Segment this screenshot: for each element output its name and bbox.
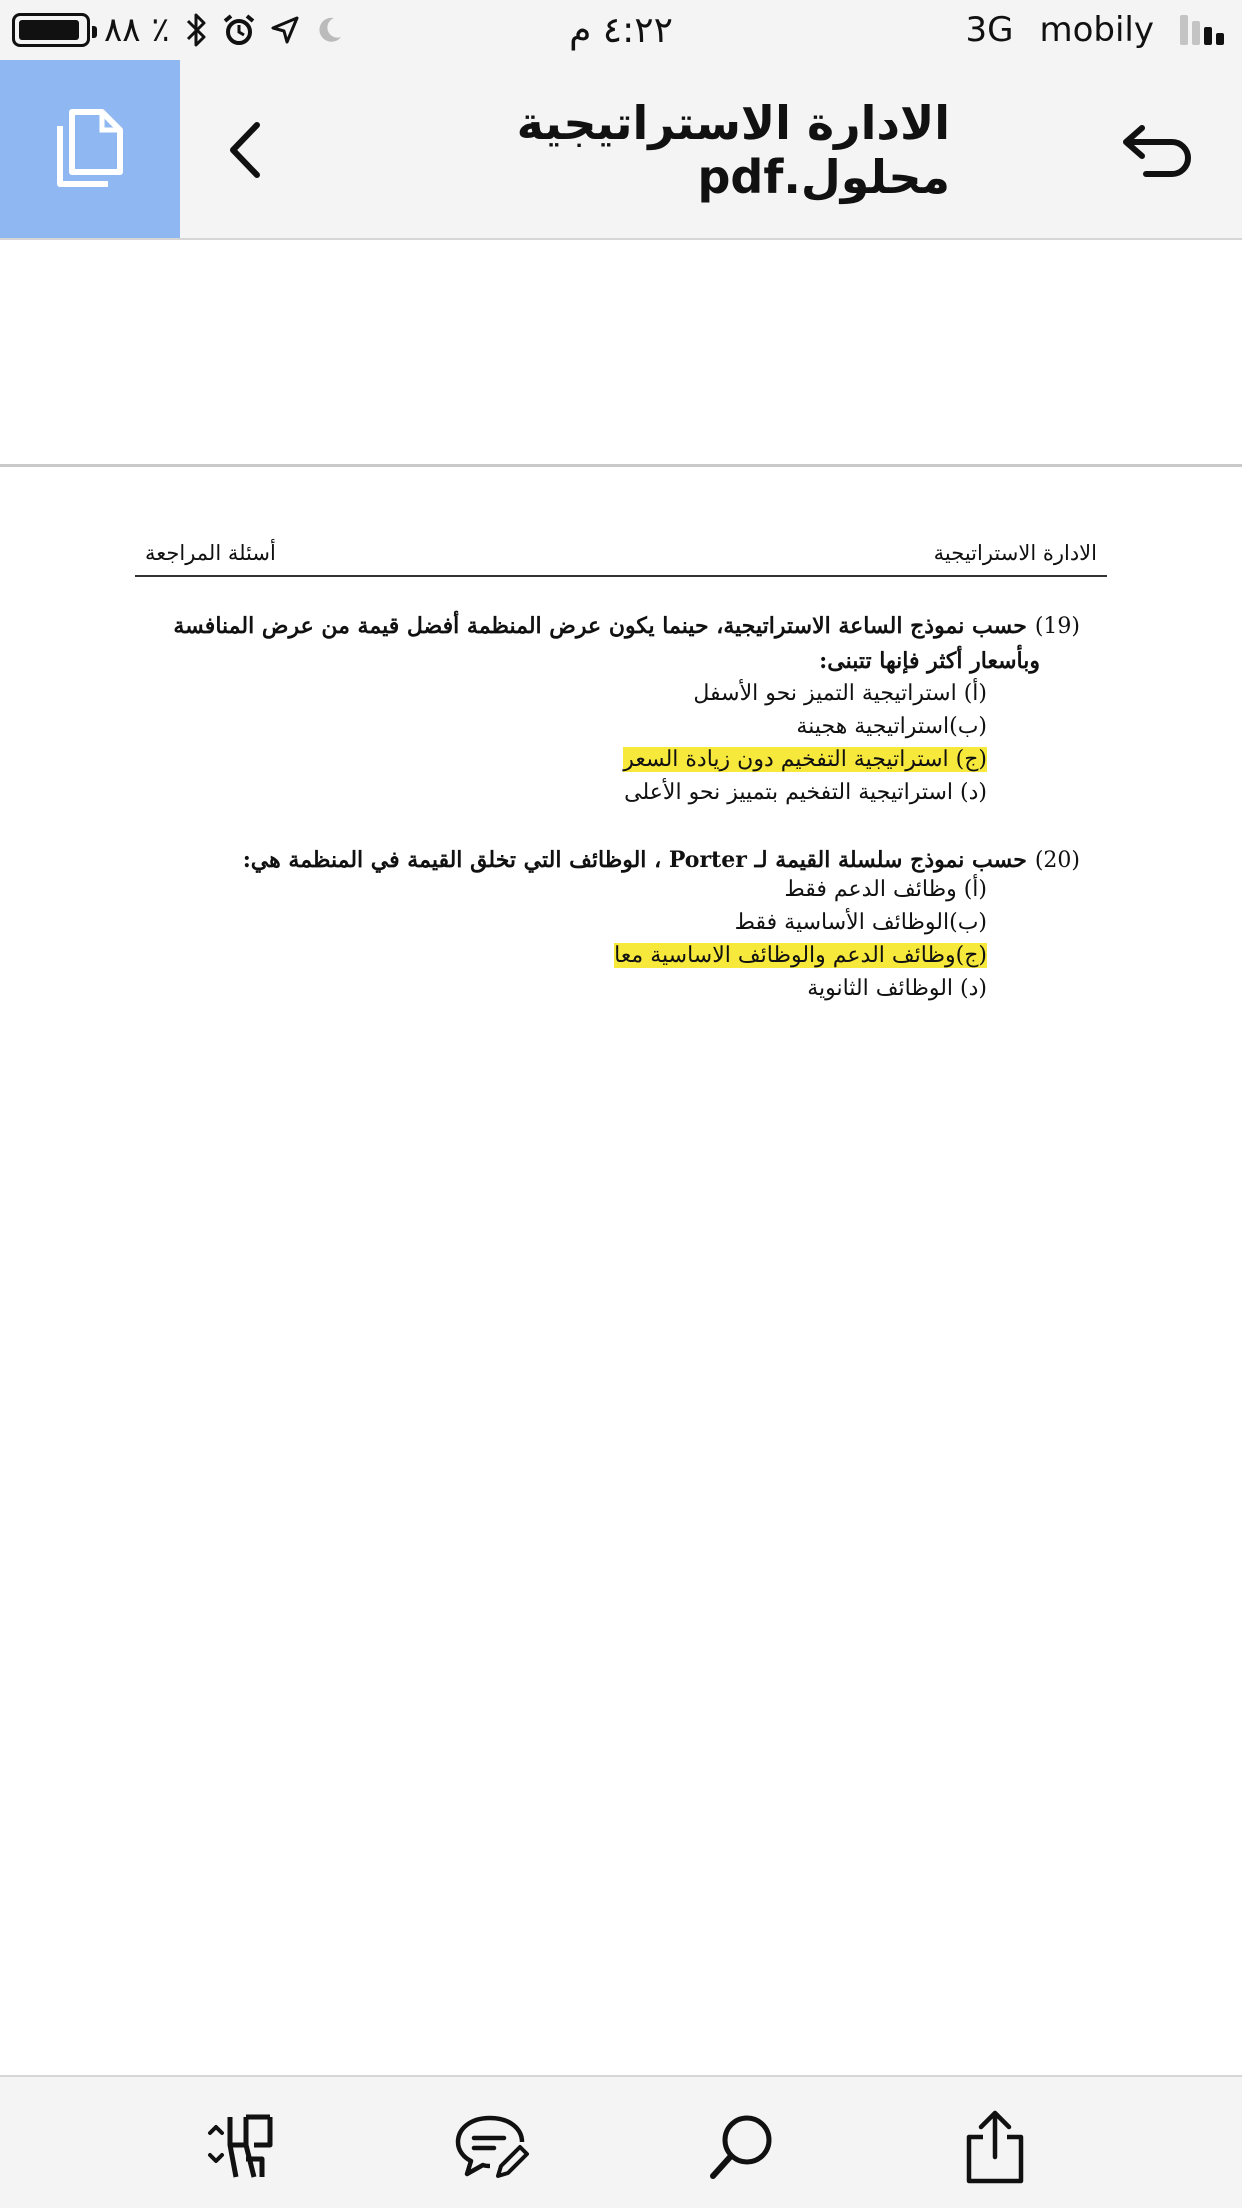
undo-icon: [1120, 122, 1194, 178]
documents-button[interactable]: [0, 60, 180, 238]
option-d: (د) الوظائف الثانوية: [807, 976, 987, 1001]
question-19: [130, 609, 1080, 678]
back-button[interactable]: [220, 115, 270, 185]
bottom-toolbar: [0, 2075, 1242, 2208]
annotate-button[interactable]: [452, 2107, 532, 2187]
option-b: (ب)استراتيجية هجينة: [796, 714, 987, 739]
question-stem-line: حسب نموذج سلسلة القيمة لـ Porter ، الوظائف التي تخلق القيمة في المنظمة هي:: [242, 847, 1027, 873]
battery-percent: ٨٨ ٪: [104, 10, 170, 50]
back-chevron-icon: [227, 121, 263, 179]
status-right: [965, 6, 1224, 54]
page-header: [135, 539, 1107, 577]
pdf-page[interactable]: [0, 467, 1242, 2075]
option-c-highlighted: (ج)وظائف الدعم والوظائف الاساسية معا: [614, 943, 987, 968]
status-time: ٤:٢٢ م: [569, 9, 673, 51]
signal-icon: [1180, 15, 1224, 45]
search-button[interactable]: [702, 2107, 782, 2187]
page-scroll-icon: [206, 2111, 278, 2183]
search-icon: [707, 2112, 777, 2182]
share-icon: [963, 2109, 1027, 2185]
header-right-text: الادارة الاستراتيجية: [933, 541, 1097, 565]
question-stem: [130, 843, 1080, 878]
header-left-text: أسئلة المراجعة: [145, 541, 276, 565]
undo-button[interactable]: [1112, 110, 1202, 190]
question-stem-line: وبأسعار أكثر فإنها تتبنى:: [819, 648, 1040, 674]
question-stem: [130, 609, 1080, 644]
option-b: (ب)الوظائف الأساسية فقط: [734, 910, 987, 935]
question-number: (20): [1034, 848, 1080, 873]
nav-bar: [0, 60, 1242, 240]
status-bar: [0, 0, 1242, 60]
question-number: (19): [1034, 614, 1080, 639]
option-a: (أ) استراتيجية التميز نحو الأسفل: [693, 681, 987, 706]
share-button[interactable]: [955, 2107, 1035, 2187]
document-title: الادارة الاستراتيجية محلول.pdf: [516, 96, 950, 204]
carrier-name: mobily: [1039, 10, 1154, 50]
question-20: [130, 843, 1080, 878]
documents-icon: [52, 106, 128, 192]
page-scroll-button[interactable]: [202, 2107, 282, 2187]
question-stem-line: حسب نموذج الساعة الاستراتيجية، حينما يكون عرض المنظمة أفضل قيمة من عرض المنافسة: [173, 613, 1027, 639]
option-d: (د) استراتيجية التفخيم بتمييز نحو الأعلى: [624, 780, 987, 805]
annotate-comment-icon: [454, 2112, 530, 2182]
network-type: 3G: [965, 10, 1014, 50]
option-a: (أ) وظائف الدعم فقط: [784, 877, 987, 902]
option-c-highlighted: (ج) استراتيجية التفخيم دون زيادة السعر: [623, 747, 987, 772]
